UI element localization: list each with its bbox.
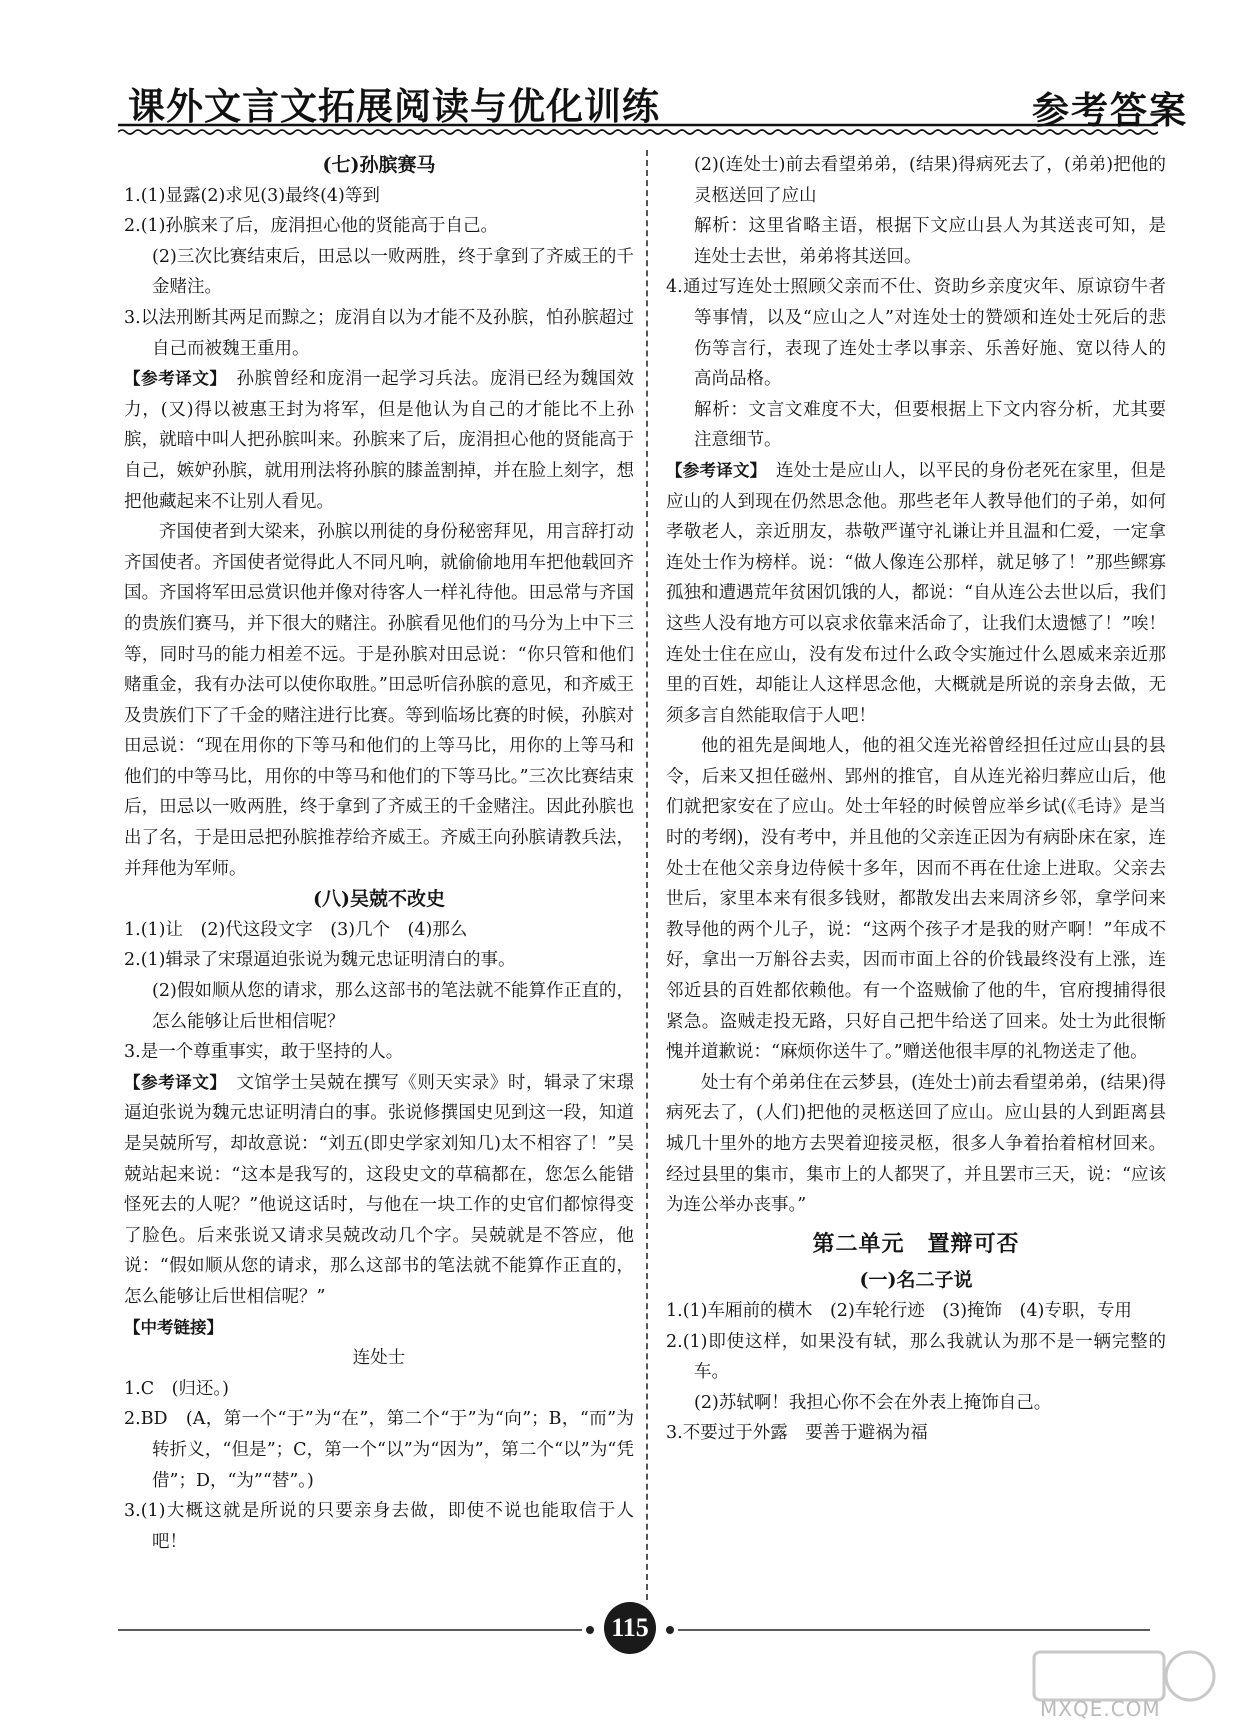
answer-section-title: 参考答案 (1032, 88, 1188, 132)
section-title: (八)吴兢不改史 (313, 888, 445, 911)
paragraph-text: 连处士是应山人，以平民的身份老死在家里，但是应山的人到现在仍然思念他。那些老年人教导他们的子弟，如何孝敬老人，亲近朋友，恭敬严谨守礼谦让并且温和仁爱，一定拿连处士作为榜样。说：“做人像连公那样，就足够了！”那些鳏寡孤独和遭遇荒年贫困饥饿的人，都说：“自从连公去世以后，我们这些人没有地方可以哀求依靠来活命了，让我们太遗憾了！”唉！连处士住在应山，没有发布过什么政令实施过什么恩威来亲近那里的百姓，却能让人这样思念他，大概就是所说的亲身去做，无须多言自然能取信于人吧！ (666, 460, 1167, 726)
right-column (666, 150, 1166, 1610)
answer-item: 3.以法刑断其两足而黥之；庞涓自以为才能不及孙膑，怕孙膑超过自己而被魏王重用。 (124, 307, 634, 359)
section-title: (一)名二子说 (859, 1269, 973, 1292)
paragraph-text: 孙膑曾经和庞涓一起学习兵法。庞涓已经为魏国效力，(又)得以被惠王封为将军，但是他认为自己的才能比不上孙膑，就暗中叫人把孙膑叫来。孙膑来了后，庞涓担心他的贤能高于自己，嫉妒孙膑，就用刑法将孙膑的膝盖割掉，并在脸上刻字，想把他藏起来不让别人看见。 (124, 369, 635, 512)
book-title: 课外文言文拓展阅读与优化训练 (128, 84, 660, 128)
answer-item: 3.是一个尊重事实，敢于坚持的人。 (124, 1042, 404, 1063)
answer-item: 3.(1)大概这就是所说的只要亲身去做，即使不说也能取信于人吧！ (124, 1501, 634, 1552)
answer-item: 1.(1)显露(2)求见(3)最终(4)等到 (124, 185, 380, 206)
bracket-tag: 【参考译文】 (666, 460, 759, 480)
unit-title: 第二单元 置辩可否 (812, 1230, 1020, 1257)
header-wavy-rule (118, 122, 1158, 138)
bracket-tag: 【中考链接】 (124, 1317, 223, 1337)
answer-item: 3.不要过于外露 要善于避祸为福 (666, 1423, 928, 1444)
translation-paragraph (666, 456, 1166, 731)
body-paragraph: 他的祖先是闽地人，他的祖父连光裕曾经担任过应山县的县令，后来又担任磁州、郢州的推官，自从连光裕归葬应山后，他们就把家安在了应山。处士年轻的时候曾应举乡试(《毛诗》是当时的考纲)，没有考中，并且他的父亲连正因为有病卧床在家，连处士在他父亲身边侍候十多年，因而不再在仕途上进取。父亲去世后，家里本来有很多钱财，都散发出去来周济乡邻，拿学问来教导他的两个儿子，说：“这两个孩子才是我的财产啊！”年成不好，拿出一万斛谷去卖，因而市面上谷的价钱最终没有上涨，连邻近县的百姓都依赖他。有一个盗贼偷了他的牛，官府搜捕得很紧急。盗贼走投无路，只好自己把牛给送了回来。处士为此很惭愧并道歉说：“麻烦你送牛了。”赠送他很丰厚的礼物送走了他。 (666, 736, 1166, 1063)
subsection-title: 连处士 (352, 1348, 406, 1369)
answer-subitem: (2)三次比赛结束后，田忌以一败两胜，终于拿到了齐威王的千金赌注。 (152, 246, 634, 298)
answer-subitem: (2)苏轼啊！我担心你不会在外表上掩饰自己。 (694, 1392, 1052, 1413)
answer-item: 2.BD (A，第一个“于”为“在”，第二个“于”为“向”；B，“而”为转折义，“但是”；C，第一个“以”为“因为”，第二个“以”为“凭借”；D，“为”“替”。) (124, 1409, 634, 1491)
answer-item: 2.(1)孙膑来了后，庞涓担心他的贤能高于自己。 (124, 216, 498, 237)
body-paragraph: 齐国使者到大梁来，孙膑以刑徒的身份秘密拜见，用言辞打动齐国使者。齐国使者觉得此人不同凡响，就偷偷地用车把他载回齐国。齐国将军田忌赏识他并像对待客人一样礼待他。田忌常与齐国的贵族们赛马，并下很大的赌注。孙膑看见他们的马分为上中下三等，同时马的能力相差不远。于是孙膑对田忌说：“你只管和他们赌重金，我有办法可以使你取胜。”田忌听信孙膑的意见，和齐威王及贵族们下了千金的赌注进行比赛。等到临场比赛的时候，孙膑对田忌说：“现在用你的下等马和他们的上等马比，用你的上等马和他们的中等马比，用你的中等马和他们的下等马比。”三次比赛结束后，田忌以一败两胜，终于拿到了齐威王的千金赌注。因此孙膑也出了名，于是田忌把孙膑推荐给齐威王。齐威王向孙膑请教兵法，并拜他为军师。 (124, 522, 634, 879)
answer-subitem: 解析：文言文难度不大，但要根据上下文内容分析，尤其要注意细节。 (694, 399, 1166, 451)
answer-item: 4.通过写连处士照顾父亲而不仕、资助乡亲度灾年、原谅窃牛者等事情，以及“应山之人”对连处士的赞颂和连处士死后的悲伤等言行，表现了连处士孝以事亲、乐善好施、宽以待人的高尚品格。 (666, 277, 1166, 390)
body-paragraph: 处士有个弟弟住在云梦县，(连处士)前去看望弟弟，(结果)得病死去了，(人们)把他的灵柩送回了应山。应山县的人到距离县城几十里外的地方去哭着迎接灵柩，很多人争着抬着棺材回来。经过县里的集市，集市上的人都哭了，并且罢市三天，说：“应该为连公举办丧事。” (666, 1072, 1166, 1216)
answer-subitem: 解析：这里省略主语，根据下文应山县人为其送丧可知，是连处士去世，弟弟将其送回。 (694, 216, 1166, 267)
section-title: (七)孙膑赛马 (322, 154, 436, 176)
answer-item: 1.(1)车厢前的横木 (2)车轮行迹 (3)掩饰 (4)专职，专用 (666, 1300, 1132, 1321)
answer-subitem: (2)(连处士)前去看望弟弟，(结果)得病死去了，(弟弟)把他的灵柩送回了应山 (694, 155, 1166, 206)
paragraph-text: 文馆学士吴兢在撰写《则天实录》时，辑录了宋璟逼迫张说为魏元忠证明清白的事。张说修撰国史见到这一段，知道是吴兢所写，却故意说：“刘五(即史学家刘知几)太不相容了！”吴兢站起来说：“这本是我写的，这段史文的草稿都在，您怎么能错怪死去的人呢？”他说这话时，与他在一块工作的史官们都惊得变了脸色。后来张说又请求吴兢改动几个字。吴兢就是不答应，他说：“假如顺从您的请求，那么这部书的笔法就不能算作正直的，怎么能够让后世相信呢？” (124, 1072, 635, 1307)
translation-paragraph (124, 1068, 634, 1313)
bracket-tag: 【参考译文】 (124, 369, 219, 389)
section-tag (124, 1313, 634, 1344)
answer-item: 1.C (归还。) (124, 1378, 229, 1399)
answer-item: 2.(1)即使这样，如果没有轼，那么我就认为那不是一辆完整的车。 (666, 1331, 1166, 1383)
answer-subitem: (2)假如顺从您的请求，那么这部书的笔法就不能算作正直的，怎么能够让后世相信呢？ (152, 981, 634, 1032)
translation-paragraph (124, 364, 634, 517)
left-column (124, 150, 634, 1610)
page-number-badge: 115 (604, 1602, 656, 1654)
answer-item: 2.(1)辑录了宋璟逼迫张说为魏元忠证明清白的事。 (124, 950, 516, 971)
watermark-url: MXQE.COM (1040, 1697, 1161, 1721)
answer-item: 1.(1)让 (2)代这段文字 (3)几个 (4)那么 (124, 919, 468, 940)
bracket-tag: 【参考译文】 (124, 1072, 219, 1092)
column-divider (646, 150, 648, 1600)
page-header (0, 0, 1253, 140)
